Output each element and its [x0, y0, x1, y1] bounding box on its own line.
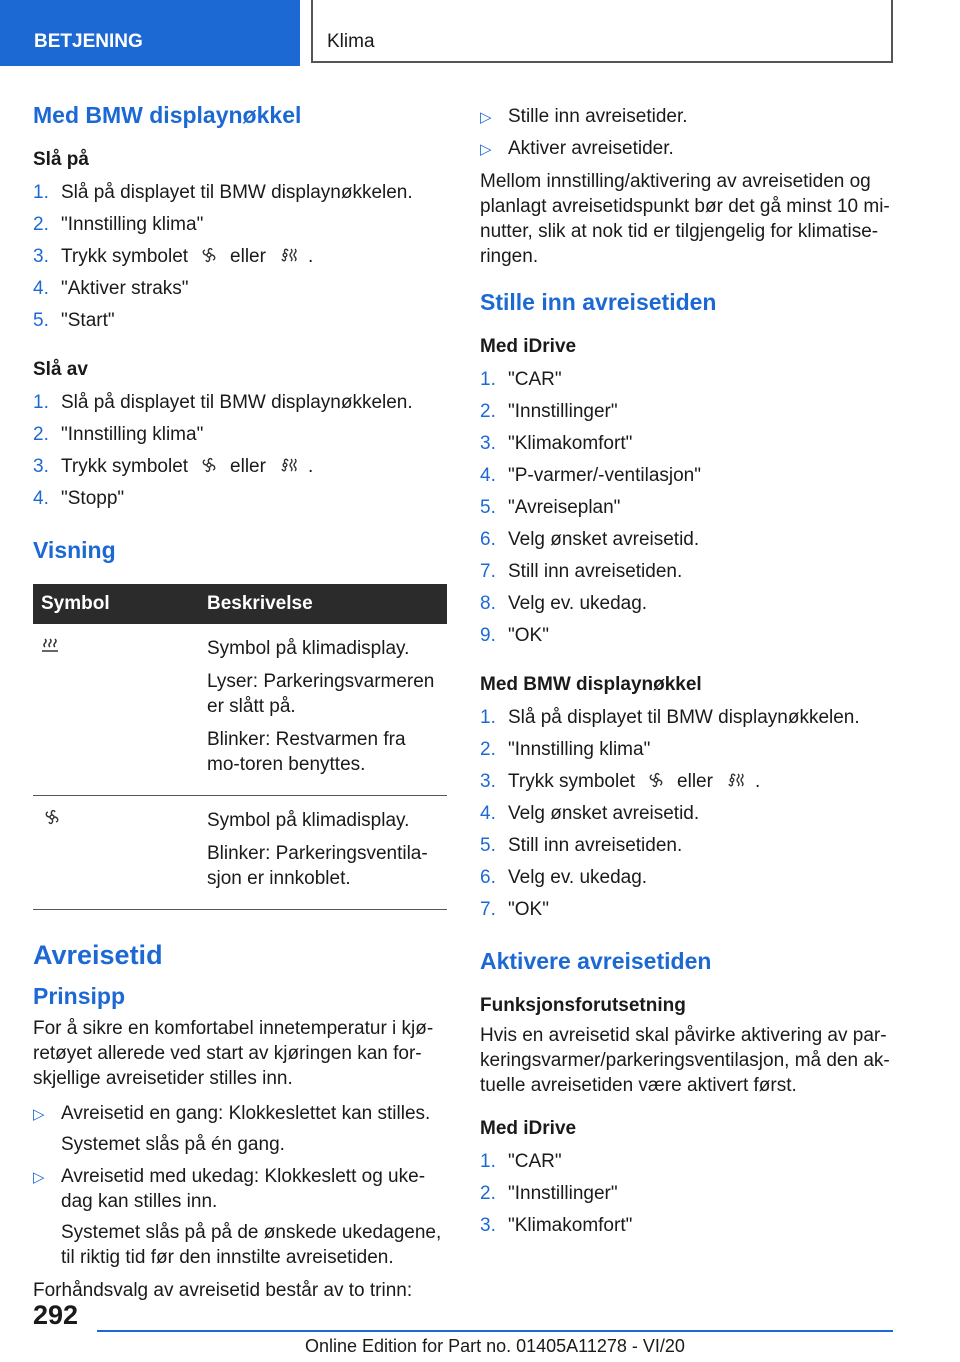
triangle-bullet-icon: ▷: [480, 141, 492, 158]
list-item: 2. "Innstilling klima": [480, 739, 651, 760]
turn-off-steps: [33, 387, 447, 515]
left-column: [33, 96, 447, 1323]
idrive-steps: [480, 364, 900, 652]
table-row: Symbol på klimadisplay. Lyser: Parkeringsvarmeren er slått på. Blinker: Restvarmen fra mo-toren benyttes.: [33, 624, 447, 796]
triangle-bullet-icon: ▷: [480, 109, 492, 126]
column-header-symbol: Symbol: [33, 584, 199, 624]
list-item: 3. "Klimakomfort": [480, 433, 633, 454]
right-column: [480, 96, 900, 1264]
list-item: 1. "CAR": [480, 1151, 562, 1172]
turn-on-steps: [33, 177, 447, 337]
heading-display: Visning: [33, 537, 116, 563]
list-item: 5. "Start": [33, 310, 115, 331]
list-item: 5. Still inn avreisetiden.: [480, 835, 683, 856]
fan-icon: [41, 810, 63, 831]
list-item: 7. "OK": [480, 899, 549, 920]
edition-note: Online Edition for Part no. 01405A11278 - VI/20: [305, 1336, 685, 1356]
heading-display-key: Med BMW displaynøkkel: [33, 102, 302, 128]
list-item: ▷ Avreisetid med ukedag: Klokkeslett og uke-dag kan stilles inn. Systemet slås på på de ønskede ukedagene, til riktig tid før den innstilte avreisetiden.: [33, 1166, 442, 1268]
chapter-tab: [0, 0, 300, 66]
list-item: 5. "Avreiseplan": [480, 497, 621, 518]
column-header-description: Beskrivelse: [199, 584, 447, 624]
list-item: ▷ Avreisetid en gang: Klokkeslettet kan stilles. Systemet slås på én gang.: [33, 1103, 431, 1155]
footer-divider: [97, 1330, 893, 1332]
list-item: 6. Velg ønsket avreisetid.: [480, 529, 700, 550]
list-item: 7. Still inn avreisetiden.: [480, 561, 683, 582]
preselection-text: Forhåndsvalg av avreisetid består av to trinn:: [33, 1280, 413, 1301]
list-item: 4. Velg ønsket avreisetid.: [480, 803, 700, 824]
list-item: 9. "OK": [480, 625, 549, 646]
chapter-title: Klima: [327, 31, 375, 52]
list-item: 2. "Innstilling klima": [33, 214, 204, 235]
heading-activate-departure: Aktivere avreisetiden: [480, 948, 712, 974]
fan-icon: [645, 768, 667, 786]
fan-icon: [198, 453, 220, 471]
list-item: 3. "Klimakomfort": [480, 1215, 633, 1236]
list-item: ▷ Aktiver avreisetider.: [480, 136, 900, 161]
list-item: 3. Trykk symbolet eller .: [33, 241, 447, 273]
table-header: [33, 584, 447, 624]
triangle-bullet-icon: ▷: [33, 1169, 45, 1186]
fan-heat-icon: [276, 453, 298, 471]
heading-idrive: Med iDrive: [480, 336, 577, 357]
step-bullets: [480, 104, 900, 161]
list-item: 1. "CAR": [480, 369, 562, 390]
list-item: 3. Trykk symbolet eller .: [33, 451, 447, 483]
list-item: 3. Trykk symbolet eller .: [480, 766, 900, 798]
section-title: BETJENING: [34, 31, 143, 52]
heading-principle: Prinsipp: [33, 983, 126, 1009]
triangle-bullet-icon: ▷: [33, 1106, 45, 1123]
list-item: 1. Slå på displayet til BMW displaynøkkelen.: [33, 182, 413, 203]
interval-text: Mellom innstilling/aktivering av avreisetiden og planlagt avreisetidspunkt bør det gå minst 10 mi-nutter, slik at nok tid er tilgjengelig for klimatise-ringen.: [480, 171, 890, 267]
list-item: ▷ Stille inn avreisetider.: [480, 104, 900, 129]
list-item: 2. "Innstillinger": [480, 1183, 618, 1204]
page-number: 292: [33, 1300, 79, 1330]
chapter-header: [311, 0, 893, 63]
list-item: 2. "Innstilling klima": [33, 424, 204, 445]
heading-prerequisite: Funksjonsforutsetning: [480, 995, 686, 1016]
fan-heat-icon: [723, 768, 745, 786]
prerequisite-text: Hvis en avreisetid skal påvirke aktivering av par-keringsvarmer/parkeringsventilasjon, må den ak-tuelle avreisetiden være aktivert først.: [480, 1025, 890, 1096]
list-item: 4. "P-varmer/-ventilasjon": [480, 465, 701, 486]
fan-heat-icon: [276, 243, 298, 261]
list-item: 1. Slå på displayet til BMW displaynøkkelen.: [480, 707, 860, 728]
idrive-steps-2: [480, 1146, 900, 1242]
list-item: 4. "Aktiver straks": [33, 278, 189, 299]
heading-turn-off: Slå av: [33, 359, 88, 380]
heating-icon: [41, 638, 59, 659]
list-item: 1. Slå på displayet til BMW displaynøkkelen.: [33, 392, 413, 413]
fan-icon: [198, 243, 220, 261]
heading-display-key-2: Med BMW displaynøkkel: [480, 674, 702, 695]
principle-text: For å sikre en komfortabel innetemperatur i kjø-retøyet allerede ved start av kjøringen kan for-skjellige avreisetider stilles inn.: [33, 1018, 434, 1089]
heading-turn-on: Slå på: [33, 149, 89, 170]
table-row: Symbol på klimadisplay. Blinker: Parkeringsventila-sjon er innkoblet.: [33, 796, 447, 910]
list-item: 4. "Stopp": [33, 488, 125, 509]
heading-idrive-2: Med iDrive: [480, 1118, 577, 1139]
heading-departure-time: Avreisetid: [33, 940, 163, 970]
departure-bullets: [33, 1101, 447, 1270]
list-item: 6. Velg ev. ukedag.: [480, 867, 648, 888]
heading-set-departure: Stille inn avreisetiden: [480, 289, 717, 315]
list-item: 8. Velg ev. ukedag.: [480, 593, 648, 614]
symbol-table: [33, 584, 447, 910]
display-key-steps: [480, 702, 900, 926]
list-item: 2. "Innstillinger": [480, 401, 618, 422]
